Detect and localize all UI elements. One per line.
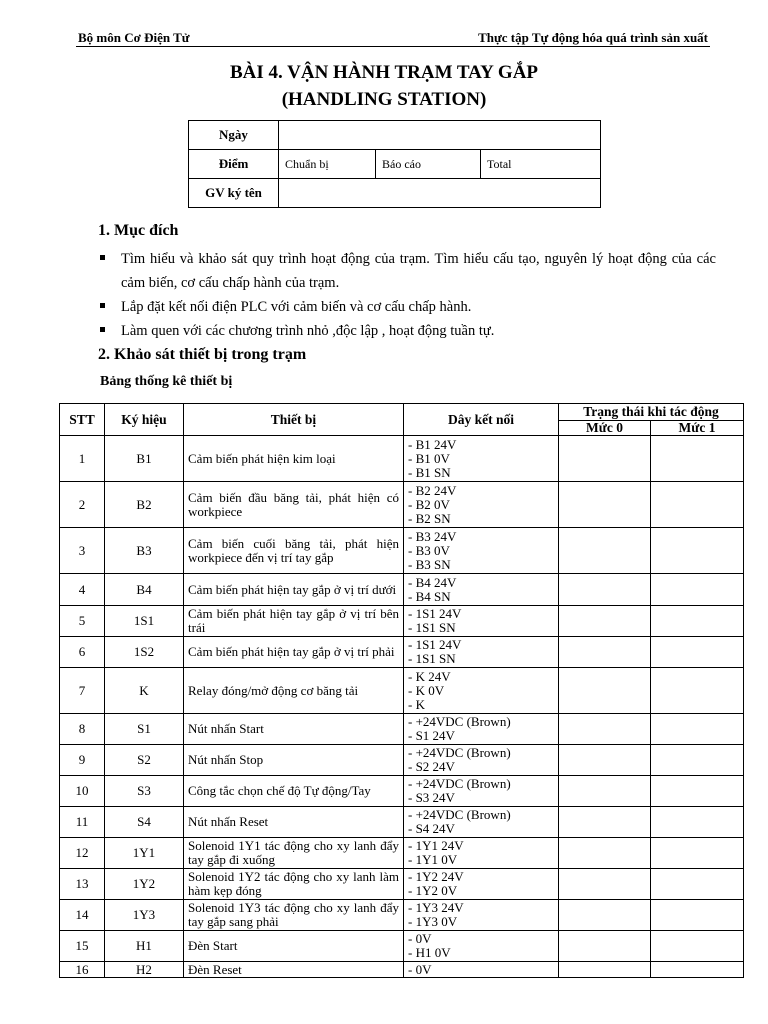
cell-level-1[interactable] xyxy=(651,528,744,574)
cell-wiring: - 1Y3 24V - 1Y3 0V xyxy=(404,900,559,931)
cell-wiring: - 0V - H1 0V xyxy=(404,931,559,962)
cell-level-1[interactable] xyxy=(651,574,744,606)
col-wiring: Dây kết nối xyxy=(404,404,559,436)
report-cell[interactable]: Báo cáo xyxy=(376,150,481,179)
cell-wiring: - B1 24V - B1 0V - B1 SN xyxy=(404,436,559,482)
cell-level-1[interactable] xyxy=(651,668,744,714)
table-row xyxy=(60,482,744,528)
table-row xyxy=(60,574,744,606)
cell-level-0[interactable] xyxy=(559,838,651,869)
table-row xyxy=(60,637,744,668)
cell-wiring: - B3 24V - B3 0V - B3 SN xyxy=(404,528,559,574)
cell-level-0[interactable] xyxy=(559,807,651,838)
cell-stt: 3 xyxy=(60,528,105,574)
cell-symbol: B4 xyxy=(105,574,184,606)
course-label: Thực tập Tự động hóa quá trình sản xuất xyxy=(478,30,708,45)
cell-level-0[interactable] xyxy=(559,668,651,714)
table-row xyxy=(60,436,744,482)
cell-symbol: 1Y2 xyxy=(105,869,184,900)
cell-level-0[interactable] xyxy=(559,574,651,606)
cell-stt: 5 xyxy=(60,606,105,637)
table-row xyxy=(60,714,744,745)
cell-device: Relay đóng/mở động cơ băng tải xyxy=(184,668,404,714)
cell-wiring: - 1S1 24V - 1S1 SN xyxy=(404,606,559,637)
table-row xyxy=(60,838,744,869)
cell-level-0[interactable] xyxy=(559,482,651,528)
cell-device: Nút nhấn Start xyxy=(184,714,404,745)
bullet-item: Làm quen với các chương trình nhỏ ,độc lập , hoạt động tuần tự. xyxy=(100,319,716,343)
cell-level-0[interactable] xyxy=(559,714,651,745)
cell-symbol: B2 xyxy=(105,482,184,528)
cell-wiring: - 1S1 24V - 1S1 SN xyxy=(404,637,559,668)
bullet-item: Tìm hiểu và khảo sát quy trình hoạt động của trạm. Tìm hiểu cấu tạo, nguyên lý hoạt động của các cảm biến, cơ cấu chấp hành của trạm. xyxy=(100,247,716,295)
cell-level-1[interactable] xyxy=(651,436,744,482)
table-row xyxy=(60,807,744,838)
cell-level-1[interactable] xyxy=(651,606,744,637)
cell-device: Nút nhấn Stop xyxy=(184,745,404,776)
bullet-icon xyxy=(100,303,105,308)
score-label: Điểm xyxy=(189,150,279,179)
cell-symbol: B1 xyxy=(105,436,184,482)
table-row xyxy=(60,900,744,931)
cell-stt: 10 xyxy=(60,776,105,807)
date-label: Ngày xyxy=(189,121,279,150)
cell-stt: 7 xyxy=(60,668,105,714)
col-stt: STT xyxy=(60,404,105,436)
table-row xyxy=(60,668,744,714)
cell-device: Nút nhấn Reset xyxy=(184,807,404,838)
section-equipment: 2. Khảo sát thiết bị trong trạm xyxy=(98,346,307,363)
cell-stt: 8 xyxy=(60,714,105,745)
cell-device: Solenoid 1Y3 tác động cho xy lanh đẩy tay gắp sang phải xyxy=(184,900,404,931)
bullet-icon xyxy=(100,327,105,332)
cell-wiring: - +24VDC (Brown) - S1 24V xyxy=(404,714,559,745)
cell-level-0[interactable] xyxy=(559,436,651,482)
signature-cell[interactable] xyxy=(279,179,601,208)
cell-wiring: - K 24V - K 0V - K xyxy=(404,668,559,714)
cell-wiring: - +24VDC (Brown) - S3 24V xyxy=(404,776,559,807)
cell-level-1[interactable] xyxy=(651,869,744,900)
cell-symbol: 1S2 xyxy=(105,637,184,668)
equipment-table xyxy=(59,403,744,978)
col-level-1: Mức 1 xyxy=(651,421,744,436)
bullet-icon xyxy=(100,255,105,260)
department-label: Bộ môn Cơ Điện Tử xyxy=(78,30,190,45)
cell-wiring: - B2 24V - B2 0V - B2 SN xyxy=(404,482,559,528)
cell-symbol: 1Y1 xyxy=(105,838,184,869)
table-title: Bảng thống kê thiết bị xyxy=(100,374,233,389)
cell-device: Đèn Reset xyxy=(184,962,404,978)
cell-symbol: K xyxy=(105,668,184,714)
cell-level-0[interactable] xyxy=(559,606,651,637)
cell-symbol: S2 xyxy=(105,745,184,776)
cell-device: Công tắc chọn chế độ Tự động/Tay xyxy=(184,776,404,807)
section-purpose: 1. Mục đích xyxy=(98,222,179,239)
table-row xyxy=(60,528,744,574)
cell-level-1[interactable] xyxy=(651,838,744,869)
grading-table xyxy=(188,120,601,208)
cell-device: Cảm biến phát hiện tay gắp ở vị trí dưới xyxy=(184,574,404,606)
cell-level-0[interactable] xyxy=(559,900,651,931)
col-device: Thiết bị xyxy=(184,404,404,436)
cell-stt: 9 xyxy=(60,745,105,776)
cell-symbol: S3 xyxy=(105,776,184,807)
page-header xyxy=(76,28,710,47)
cell-level-1[interactable] xyxy=(651,482,744,528)
cell-symbol: S4 xyxy=(105,807,184,838)
cell-symbol: H1 xyxy=(105,931,184,962)
table-row xyxy=(60,869,744,900)
cell-wiring: - +24VDC (Brown) - S2 24V xyxy=(404,745,559,776)
cell-stt: 11 xyxy=(60,807,105,838)
cell-level-0[interactable] xyxy=(559,776,651,807)
cell-stt: 13 xyxy=(60,869,105,900)
table-row xyxy=(60,962,744,978)
cell-symbol: B3 xyxy=(105,528,184,574)
table-row xyxy=(60,776,744,807)
page-subtitle: (HANDLING STATION) xyxy=(281,89,487,110)
cell-level-1[interactable] xyxy=(651,900,744,931)
cell-stt: 15 xyxy=(60,931,105,962)
page-title: BÀI 4. VẬN HÀNH TRẠM TAY GẮP xyxy=(229,62,539,83)
cell-stt: 4 xyxy=(60,574,105,606)
cell-wiring: - 1Y1 24V - 1Y1 0V xyxy=(404,838,559,869)
cell-device: Solenoid 1Y2 tác động cho xy lanh làm hàm kẹp đóng xyxy=(184,869,404,900)
cell-level-0[interactable] xyxy=(559,869,651,900)
col-level-0: Mức 0 xyxy=(559,421,651,436)
cell-level-1[interactable] xyxy=(651,714,744,745)
date-cell[interactable] xyxy=(279,121,601,150)
cell-level-0[interactable] xyxy=(559,745,651,776)
cell-symbol: 1S1 xyxy=(105,606,184,637)
table-row xyxy=(60,745,744,776)
bullet-item: Lắp đặt kết nối điện PLC với cảm biến và cơ cấu chấp hành. xyxy=(100,295,716,319)
cell-wiring: - B4 24V - B4 SN xyxy=(404,574,559,606)
cell-stt: 6 xyxy=(60,637,105,668)
cell-level-0[interactable] xyxy=(559,931,651,962)
signature-label: GV ký tên xyxy=(189,179,279,208)
cell-wiring: - 0V xyxy=(404,962,559,978)
table-row xyxy=(60,931,744,962)
cell-stt: 2 xyxy=(60,482,105,528)
cell-level-1[interactable] xyxy=(651,807,744,838)
cell-level-1[interactable] xyxy=(651,776,744,807)
cell-level-1[interactable] xyxy=(651,931,744,962)
cell-level-1[interactable] xyxy=(651,637,744,668)
cell-level-0[interactable] xyxy=(559,962,651,978)
cell-device: Cảm biến phát hiện tay gắp ở vị trí bên trái xyxy=(184,606,404,637)
cell-symbol: 1Y3 xyxy=(105,900,184,931)
cell-symbol: S1 xyxy=(105,714,184,745)
col-state: Trạng thái khi tác động xyxy=(559,404,744,421)
cell-stt: 1 xyxy=(60,436,105,482)
cell-device: Cảm biến phát hiện kim loại xyxy=(184,436,404,482)
cell-level-1[interactable] xyxy=(651,745,744,776)
cell-stt: 14 xyxy=(60,900,105,931)
cell-device: Cảm biến phát hiện tay gắp ở vị trí phải xyxy=(184,637,404,668)
cell-wiring: - +24VDC (Brown) - S4 24V xyxy=(404,807,559,838)
cell-symbol: H2 xyxy=(105,962,184,978)
cell-stt: 16 xyxy=(60,962,105,978)
col-symbol: Ký hiệu xyxy=(105,404,184,436)
table-row xyxy=(60,606,744,637)
cell-device: Cảm biến đầu băng tải, phát hiện có workpiece xyxy=(184,482,404,528)
cell-device: Solenoid 1Y1 tác động cho xy lanh đẩy tay gắp đi xuống xyxy=(184,838,404,869)
cell-stt: 12 xyxy=(60,838,105,869)
prep-cell[interactable]: Chuẩn bị xyxy=(279,150,376,179)
cell-level-0[interactable] xyxy=(559,637,651,668)
cell-device: Cảm biến cuối băng tải, phát hiện workpiece đến vị trí tay gắp xyxy=(184,528,404,574)
cell-level-0[interactable] xyxy=(559,528,651,574)
cell-device: Đèn Start xyxy=(184,931,404,962)
cell-level-1[interactable] xyxy=(651,962,744,978)
total-cell[interactable]: Total xyxy=(481,150,601,179)
cell-wiring: - 1Y2 24V - 1Y2 0V xyxy=(404,869,559,900)
